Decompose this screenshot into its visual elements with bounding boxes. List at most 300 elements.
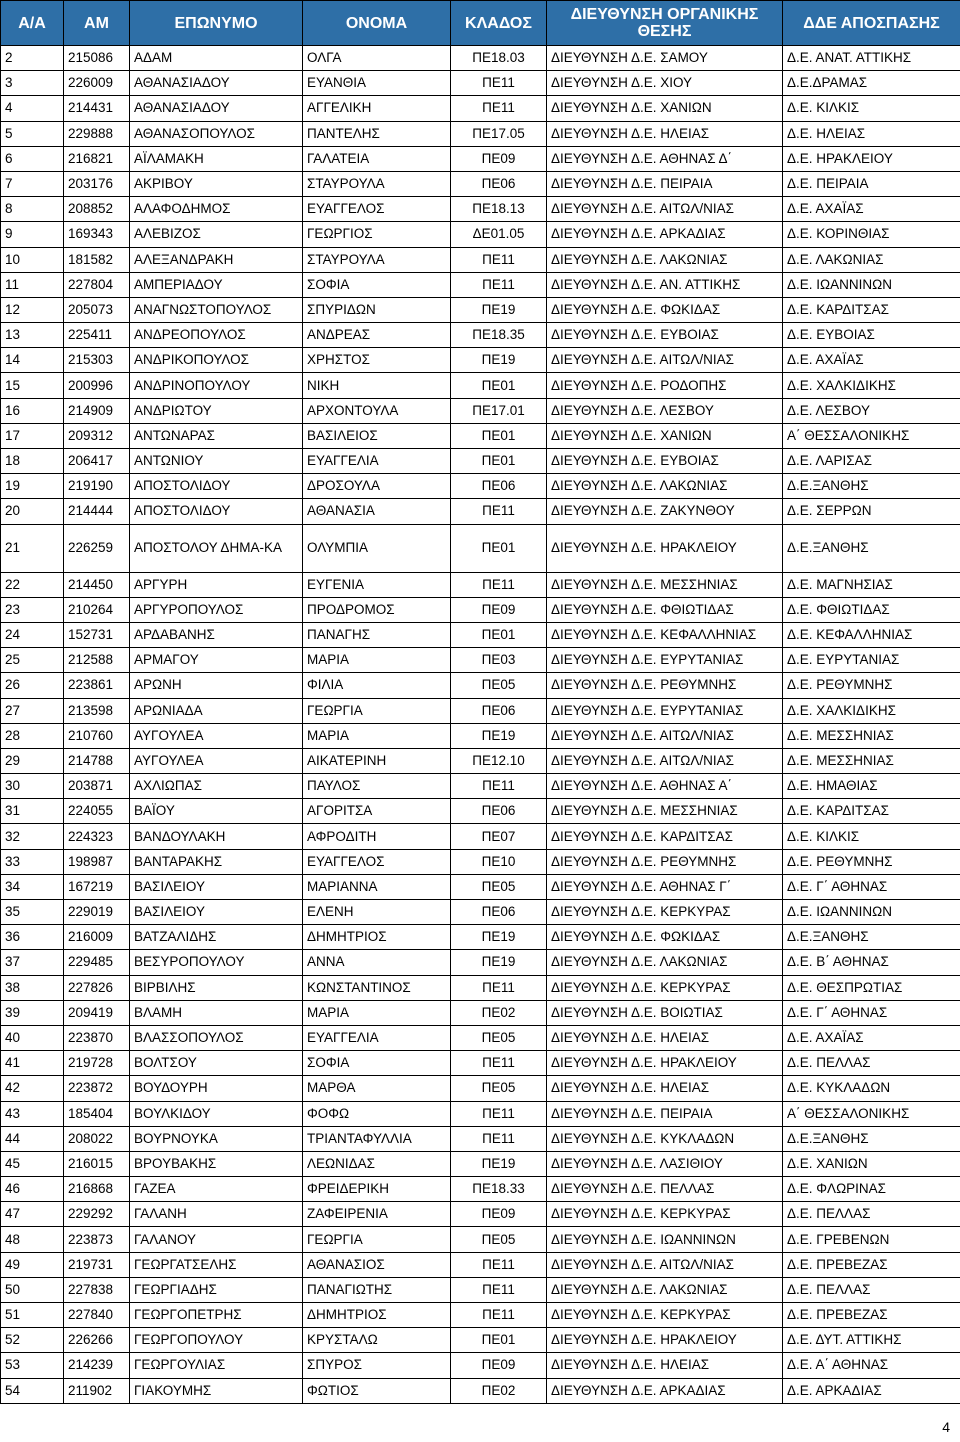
cell-organic-directorate: ΔΙΕΥΘΥΝΣΗ Δ.Ε. ΑΘΗΝΑΣ Δ΄: [547, 146, 783, 171]
cell-name: ΜΑΡΘΑ: [303, 1076, 451, 1101]
table-row: [1, 849, 960, 874]
cell-secondment-dde: Δ.Ε. ΚΑΡΔΙΤΣΑΣ: [783, 297, 960, 322]
cell-aa: 41: [1, 1051, 64, 1076]
table-row: [1, 1025, 960, 1050]
table-row: [1, 222, 960, 247]
cell-am: 225411: [64, 323, 130, 348]
cell-secondment-dde: Δ.Ε. ΚΕΦΑΛΛΗΝΙΑΣ: [783, 622, 960, 647]
cell-name: ΛΕΩΝΙΔΑΣ: [303, 1151, 451, 1176]
cell-name: ΟΛΓΑ: [303, 46, 451, 71]
cell-branch: ΠΕ18.03: [451, 46, 547, 71]
cell-secondment-dde: Δ.Ε. ΠΕΛΛΑΣ: [783, 1277, 960, 1302]
cell-branch: ΠΕ01: [451, 1328, 547, 1353]
cell-branch: ΠΕ11: [451, 572, 547, 597]
cell-aa: 12: [1, 297, 64, 322]
cell-secondment-dde: Δ.Ε. ΡΕΘΥΜΝΗΣ: [783, 673, 960, 698]
cell-surname: ΑΘΑΝΑΣΙΑΔΟΥ: [130, 71, 303, 96]
table-row: [1, 323, 960, 348]
cell-branch: ΠΕ01: [451, 423, 547, 448]
table-row: [1, 799, 960, 824]
cell-aa: 32: [1, 824, 64, 849]
cell-am: 227838: [64, 1277, 130, 1302]
table-row: [1, 146, 960, 171]
table-row: [1, 597, 960, 622]
cell-surname: ΑΠΟΣΤΟΛΙΔΟΥ: [130, 474, 303, 499]
cell-surname: ΑΛΕΒΙΖΟΣ: [130, 222, 303, 247]
cell-branch: ΠΕ05: [451, 874, 547, 899]
cell-aa: 25: [1, 648, 64, 673]
cell-organic-directorate: ΔΙΕΥΘΥΝΣΗ Δ.Ε. ΗΛΕΙΑΣ: [547, 1353, 783, 1378]
cell-surname: ΒΛΑΜΗ: [130, 1000, 303, 1025]
cell-organic-directorate: ΔΙΕΥΘΥΝΣΗ Δ.Ε. ΡΕΘΥΜΝΗΣ: [547, 849, 783, 874]
cell-aa: 39: [1, 1000, 64, 1025]
cell-branch: ΠΕ09: [451, 1202, 547, 1227]
cell-organic-directorate: ΔΙΕΥΘΥΝΣΗ Δ.Ε. ΚΕΡΚΥΡΑΣ: [547, 1202, 783, 1227]
cell-surname: ΑΝΔΡΙΝΟΠΟΥΛΟΥ: [130, 373, 303, 398]
table-row: [1, 1328, 960, 1353]
table-row: [1, 373, 960, 398]
cell-name: ΕΥΓΕΝΙΑ: [303, 572, 451, 597]
cell-aa: 7: [1, 171, 64, 196]
table-row: [1, 398, 960, 423]
cell-secondment-dde: Δ.Ε. ΧΑΛΚΙΔΙΚΗΣ: [783, 373, 960, 398]
cell-branch: ΠΕ18.13: [451, 197, 547, 222]
cell-aa: 36: [1, 925, 64, 950]
cell-name: ΣΟΦΙΑ: [303, 272, 451, 297]
cell-surname: ΑΝΔΡΙΩΤΟΥ: [130, 398, 303, 423]
cell-am: 214239: [64, 1353, 130, 1378]
cell-branch: ΠΕ07: [451, 824, 547, 849]
cell-aa: 3: [1, 71, 64, 96]
cell-aa: 13: [1, 323, 64, 348]
cell-branch: ΠΕ11: [451, 247, 547, 272]
cell-name: ΑΘΑΝΑΣΙΑ: [303, 499, 451, 524]
cell-surname: ΑΝΑΓΝΩΣΤΟΠΟΥΛΟΣ: [130, 297, 303, 322]
cell-aa: 49: [1, 1252, 64, 1277]
cell-branch: ΠΕ11: [451, 499, 547, 524]
cell-organic-directorate: ΔΙΕΥΘΥΝΣΗ Δ.Ε. ΛΑΣΙΘΙΟΥ: [547, 1151, 783, 1176]
cell-name: ΜΑΡΙΑ: [303, 648, 451, 673]
table-row: [1, 524, 960, 572]
cell-name: ΧΡΗΣΤΟΣ: [303, 348, 451, 373]
cell-secondment-dde: Δ.Ε. Γ΄ ΑΘΗΝΑΣ: [783, 874, 960, 899]
cell-branch: ΠΕ11: [451, 96, 547, 121]
cell-name: ΔΗΜΗΤΡΙΟΣ: [303, 1303, 451, 1328]
cell-surname: ΒΑΪΟΥ: [130, 799, 303, 824]
cell-name: ΓΑΛΑΤΕΙΑ: [303, 146, 451, 171]
cell-aa: 11: [1, 272, 64, 297]
cell-organic-directorate: ΔΙΕΥΘΥΝΣΗ Δ.Ε. ΑΙΤΩΛ/ΝΙΑΣ: [547, 748, 783, 773]
cell-name: ΟΛΥΜΠΙΑ: [303, 524, 451, 572]
cell-surname: ΒΡΟΥΒΑΚΗΣ: [130, 1151, 303, 1176]
cell-organic-directorate: ΔΙΕΥΘΥΝΣΗ Δ.Ε. ΦΩΚΙΔΑΣ: [547, 297, 783, 322]
cell-aa: 24: [1, 622, 64, 647]
cell-surname: ΒΟΛΤΣΟΥ: [130, 1051, 303, 1076]
cell-branch: ΠΕ05: [451, 1076, 547, 1101]
cell-name: ΕΛΕΝΗ: [303, 900, 451, 925]
table-row: [1, 648, 960, 673]
cell-aa: 26: [1, 673, 64, 698]
cell-organic-directorate: ΔΙΕΥΘΥΝΣΗ Δ.Ε. ΠΕΙΡΑΙΑ: [547, 1101, 783, 1126]
cell-surname: ΒΟΥΔΟΥΡΗ: [130, 1076, 303, 1101]
cell-am: 227804: [64, 272, 130, 297]
cell-organic-directorate: ΔΙΕΥΘΥΝΣΗ Δ.Ε. ΑΙΤΩΛ/ΝΙΑΣ: [547, 348, 783, 373]
cell-surname: ΓΕΩΡΓΟΠΟΥΛΟΥ: [130, 1328, 303, 1353]
cell-am: 219728: [64, 1051, 130, 1076]
cell-am: 226009: [64, 71, 130, 96]
cell-surname: ΑΝΔΡΙΚΟΠΟΥΛΟΣ: [130, 348, 303, 373]
cell-aa: 21: [1, 524, 64, 572]
cell-am: 203176: [64, 171, 130, 196]
cell-name: ΠΡΟΔΡΟΜΟΣ: [303, 597, 451, 622]
cell-am: 214444: [64, 499, 130, 524]
cell-am: 229292: [64, 1202, 130, 1227]
cell-secondment-dde: Δ.Ε. ΠΕΛΛΑΣ: [783, 1051, 960, 1076]
cell-aa: 8: [1, 197, 64, 222]
cell-name: ΒΑΣΙΛΕΙΟΣ: [303, 423, 451, 448]
cell-branch: ΠΕ06: [451, 900, 547, 925]
cell-organic-directorate: ΔΙΕΥΘΥΝΣΗ Δ.Ε. ΣΑΜΟΥ: [547, 46, 783, 71]
cell-aa: 22: [1, 572, 64, 597]
cell-am: 167219: [64, 874, 130, 899]
cell-aa: 18: [1, 449, 64, 474]
cell-secondment-dde: Δ.Ε. Α΄ ΑΘΗΝΑΣ: [783, 1353, 960, 1378]
cell-organic-directorate: ΔΙΕΥΘΥΝΣΗ Δ.Ε. ΑΘΗΝΑΣ Α΄: [547, 774, 783, 799]
cell-secondment-dde: Δ.Ε. ΜΑΓΝΗΣΙΑΣ: [783, 572, 960, 597]
cell-surname: ΒΙΡΒΙΛΗΣ: [130, 975, 303, 1000]
cell-organic-directorate: ΔΙΕΥΘΥΝΣΗ Δ.Ε. ΑΙΤΩΛ/ΝΙΑΣ: [547, 723, 783, 748]
cell-organic-directorate: ΔΙΕΥΘΥΝΣΗ Δ.Ε. ΦΩΚΙΔΑΣ: [547, 925, 783, 950]
cell-aa: 15: [1, 373, 64, 398]
table-row: [1, 874, 960, 899]
cell-organic-directorate: ΔΙΕΥΘΥΝΣΗ Δ.Ε. ΕΥΡΥΤΑΝΙΑΣ: [547, 698, 783, 723]
table-row: [1, 950, 960, 975]
table-row: [1, 1353, 960, 1378]
cell-surname: ΑΝΤΩΝΙΟΥ: [130, 449, 303, 474]
cell-organic-directorate: ΔΙΕΥΘΥΝΣΗ Δ.Ε. ΑΙΤΩΛ/ΝΙΑΣ: [547, 1252, 783, 1277]
cell-organic-directorate: ΔΙΕΥΘΥΝΣΗ Δ.Ε. ΧΑΝΙΩΝ: [547, 423, 783, 448]
cell-organic-directorate: ΔΙΕΥΘΥΝΣΗ Δ.Ε. ΒΟΙΩΤΙΑΣ: [547, 1000, 783, 1025]
cell-surname: ΒΑΣΙΛΕΙΟΥ: [130, 900, 303, 925]
cell-organic-directorate: ΔΙΕΥΘΥΝΣΗ Δ.Ε. ΦΘΙΩΤΙΔΑΣ: [547, 597, 783, 622]
table-row: [1, 824, 960, 849]
cell-branch: ΠΕ05: [451, 1025, 547, 1050]
cell-aa: 50: [1, 1277, 64, 1302]
cell-branch: ΠΕ06: [451, 698, 547, 723]
cell-aa: 14: [1, 348, 64, 373]
cell-aa: 33: [1, 849, 64, 874]
cell-aa: 48: [1, 1227, 64, 1252]
cell-aa: 46: [1, 1177, 64, 1202]
cell-name: ΜΑΡΙΑ: [303, 723, 451, 748]
cell-organic-directorate: ΔΙΕΥΘΥΝΣΗ Δ.Ε. ΚΕΡΚΥΡΑΣ: [547, 900, 783, 925]
cell-name: ΑΓΓΕΛΙΚΗ: [303, 96, 451, 121]
page-number: 4: [942, 1419, 950, 1435]
header-am: ΑΜ: [64, 1, 130, 46]
cell-aa: 28: [1, 723, 64, 748]
cell-organic-directorate: ΔΙΕΥΘΥΝΣΗ Δ.Ε. ΚΑΡΔΙΤΣΑΣ: [547, 824, 783, 849]
cell-surname: ΒΑΝΤΑΡΑΚΗΣ: [130, 849, 303, 874]
cell-aa: 42: [1, 1076, 64, 1101]
cell-organic-directorate: ΔΙΕΥΘΥΝΣΗ Δ.Ε. ΛΑΚΩΝΙΑΣ: [547, 247, 783, 272]
cell-surname: ΑΛΕΞΑΝΔΡΑΚΗ: [130, 247, 303, 272]
cell-organic-directorate: ΔΙΕΥΘΥΝΣΗ Δ.Ε. ΕΥΒΟΙΑΣ: [547, 449, 783, 474]
cell-branch: ΠΕ19: [451, 1151, 547, 1176]
cell-organic-directorate: ΔΙΕΥΘΥΝΣΗ Δ.Ε. ΡΟΔΟΠΗΣ: [547, 373, 783, 398]
cell-name: ΕΥΑΓΓΕΛΙΑ: [303, 449, 451, 474]
cell-branch: ΠΕ11: [451, 1101, 547, 1126]
cell-surname: ΑΘΑΝΑΣΟΠΟΥΛΟΣ: [130, 121, 303, 146]
cell-surname: ΓΕΩΡΓΟΥΛΙΑΣ: [130, 1353, 303, 1378]
cell-branch: ΠΕ12.10: [451, 748, 547, 773]
cell-surname: ΑΜΠΕΡΙΑΔΟΥ: [130, 272, 303, 297]
cell-secondment-dde: Δ.Ε. ΓΡΕΒΕΝΩΝ: [783, 1227, 960, 1252]
cell-secondment-dde: Δ.Ε. ΧΑΝΙΩΝ: [783, 1151, 960, 1176]
cell-name: ΤΡΙΑΝΤΑΦΥΛΛΙΑ: [303, 1126, 451, 1151]
cell-branch: ΠΕ17.05: [451, 121, 547, 146]
cell-aa: 34: [1, 874, 64, 899]
cell-am: 227840: [64, 1303, 130, 1328]
cell-secondment-dde: Δ.Ε. ΕΥΡΥΤΑΝΙΑΣ: [783, 648, 960, 673]
cell-name: ΑΙΚΑΤΕΡΙΝΗ: [303, 748, 451, 773]
cell-secondment-dde: Δ.Ε.ΔΡΑΜΑΣ: [783, 71, 960, 96]
cell-secondment-dde: Δ.Ε. ΑΝΑΤ. ΑΤΤΙΚΗΣ: [783, 46, 960, 71]
cell-aa: 19: [1, 474, 64, 499]
table-row: [1, 774, 960, 799]
cell-am: 214788: [64, 748, 130, 773]
cell-am: 224323: [64, 824, 130, 849]
header-row: [1, 1, 960, 46]
cell-secondment-dde: Δ.Ε. ΚΟΡΙΝΘΙΑΣ: [783, 222, 960, 247]
cell-am: 215303: [64, 348, 130, 373]
cell-name: ΝΙΚΗ: [303, 373, 451, 398]
cell-branch: ΠΕ11: [451, 1277, 547, 1302]
cell-am: 223861: [64, 673, 130, 698]
cell-aa: 10: [1, 247, 64, 272]
cell-name: ΣΤΑΥΡΟΥΛΑ: [303, 171, 451, 196]
cell-am: 198987: [64, 849, 130, 874]
cell-name: ΚΩΝΣΤΑΝΤΙΝΟΣ: [303, 975, 451, 1000]
cell-branch: ΠΕ18.35: [451, 323, 547, 348]
cell-am: 208852: [64, 197, 130, 222]
cell-secondment-dde: Δ.Ε. ΠΕΙΡΑΙΑ: [783, 171, 960, 196]
cell-am: 205073: [64, 297, 130, 322]
cell-organic-directorate: ΔΙΕΥΘΥΝΣΗ Δ.Ε. ΕΥΒΟΙΑΣ: [547, 323, 783, 348]
cell-branch: ΠΕ06: [451, 474, 547, 499]
cell-organic-directorate: ΔΙΕΥΘΥΝΣΗ Δ.Ε. ΑΡΚΑΔΙΑΣ: [547, 1378, 783, 1403]
cell-secondment-dde: Δ.Ε.ΞΑΝΘΗΣ: [783, 1126, 960, 1151]
cell-am: 169343: [64, 222, 130, 247]
cell-branch: ΠΕ06: [451, 171, 547, 196]
cell-aa: 52: [1, 1328, 64, 1353]
cell-surname: ΓΕΩΡΓΙΑΔΗΣ: [130, 1277, 303, 1302]
table-row: [1, 748, 960, 773]
header-branch: ΚΛΑΔΟΣ: [451, 1, 547, 46]
cell-secondment-dde: Δ.Ε. ΑΧΑΪΑΣ: [783, 348, 960, 373]
table-body: [1, 46, 960, 1404]
table-row: [1, 1051, 960, 1076]
cell-name: ΣΟΦΙΑ: [303, 1051, 451, 1076]
cell-surname: ΓΑΛΑΝΟΥ: [130, 1227, 303, 1252]
cell-am: 223872: [64, 1076, 130, 1101]
cell-am: 214450: [64, 572, 130, 597]
cell-branch: ΠΕ11: [451, 1303, 547, 1328]
table-row: [1, 423, 960, 448]
cell-secondment-dde: Δ.Ε. ΠΕΛΛΑΣ: [783, 1202, 960, 1227]
cell-am: 206417: [64, 449, 130, 474]
cell-surname: ΑΡΜΑΓΟΥ: [130, 648, 303, 673]
cell-name: ΦΩΤΙΟΣ: [303, 1378, 451, 1403]
cell-aa: 51: [1, 1303, 64, 1328]
cell-secondment-dde: Δ.Ε. ΛΑΡΙΣΑΣ: [783, 449, 960, 474]
cell-aa: 54: [1, 1378, 64, 1403]
cell-surname: ΑΡΔΑΒΑΝΗΣ: [130, 622, 303, 647]
table-row: [1, 46, 960, 71]
cell-secondment-dde: Δ.Ε. ΜΕΣΣΗΝΙΑΣ: [783, 723, 960, 748]
cell-secondment-dde: Δ.Ε. Β΄ ΑΘΗΝΑΣ: [783, 950, 960, 975]
table-row: [1, 1252, 960, 1277]
cell-name: ΠΑΝΑΓΙΩΤΗΣ: [303, 1277, 451, 1302]
cell-aa: 6: [1, 146, 64, 171]
cell-surname: ΓΕΩΡΓΑΤΣΕΛΗΣ: [130, 1252, 303, 1277]
cell-name: ΚΡΥΣΤΑΛΩ: [303, 1328, 451, 1353]
cell-am: 229019: [64, 900, 130, 925]
cell-surname: ΒΑΣΙΛΕΙΟΥ: [130, 874, 303, 899]
cell-branch: ΠΕ11: [451, 1126, 547, 1151]
cell-secondment-dde: Δ.Ε. ΠΡΕΒΕΖΑΣ: [783, 1252, 960, 1277]
cell-surname: ΑΥΓΟΥΛΕΑ: [130, 748, 303, 773]
cell-branch: ΠΕ11: [451, 975, 547, 1000]
cell-am: 224055: [64, 799, 130, 824]
cell-surname: ΑΚΡΙΒΟΥ: [130, 171, 303, 196]
cell-aa: 53: [1, 1353, 64, 1378]
header-surname: ΕΠΩΝΥΜΟ: [130, 1, 303, 46]
cell-branch: ΠΕ01: [451, 449, 547, 474]
cell-surname: ΑΠΟΣΤΟΛΙΔΟΥ: [130, 499, 303, 524]
table-row: [1, 925, 960, 950]
cell-am: 219190: [64, 474, 130, 499]
cell-name: ΣΤΑΥΡΟΥΛΑ: [303, 247, 451, 272]
cell-name: ΑΓΟΡΙΤΣΑ: [303, 799, 451, 824]
header-secondment-dde: ΔΔΕ ΑΠΟΣΠΑΣΗΣ: [783, 1, 960, 46]
cell-name: ΑΡΧΟΝΤΟΥΛΑ: [303, 398, 451, 423]
cell-am: 211902: [64, 1378, 130, 1403]
cell-surname: ΒΕΣΥΡΟΠΟΥΛΟΥ: [130, 950, 303, 975]
cell-secondment-dde: Δ.Ε. ΙΩΑΝΝΙΝΩΝ: [783, 900, 960, 925]
header-aa: Α/Α: [1, 1, 64, 46]
cell-am: 200996: [64, 373, 130, 398]
cell-aa: 40: [1, 1025, 64, 1050]
cell-organic-directorate: ΔΙΕΥΘΥΝΣΗ Δ.Ε. ΧΙΟΥ: [547, 71, 783, 96]
cell-branch: ΠΕ11: [451, 1252, 547, 1277]
table-row: [1, 474, 960, 499]
cell-surname: ΑΥΓΟΥΛΕΑ: [130, 723, 303, 748]
cell-surname: ΑΪΛΑΜΑΚΗ: [130, 146, 303, 171]
cell-aa: 5: [1, 121, 64, 146]
cell-am: 209312: [64, 423, 130, 448]
cell-name: ΔΡΟΣΟΥΛΑ: [303, 474, 451, 499]
cell-secondment-dde: Δ.Ε. ΣΕΡΡΩΝ: [783, 499, 960, 524]
cell-secondment-dde: Δ.Ε. ΔΥΤ. ΑΤΤΙΚΗΣ: [783, 1328, 960, 1353]
cell-organic-directorate: ΔΙΕΥΘΥΝΣΗ Δ.Ε. ΚΥΚΛΑΔΩΝ: [547, 1126, 783, 1151]
cell-secondment-dde: Δ.Ε. ΗΡΑΚΛΕΙΟΥ: [783, 146, 960, 171]
cell-branch: ΠΕ05: [451, 673, 547, 698]
cell-am: 229888: [64, 121, 130, 146]
cell-secondment-dde: Δ.Ε. ΠΡΕΒΕΖΑΣ: [783, 1303, 960, 1328]
cell-am: 216868: [64, 1177, 130, 1202]
cell-organic-directorate: ΔΙΕΥΘΥΝΣΗ Δ.Ε. ΜΕΣΣΗΝΙΑΣ: [547, 572, 783, 597]
cell-name: ΕΥΑΓΓΕΛΟΣ: [303, 197, 451, 222]
cell-aa: 23: [1, 597, 64, 622]
cell-organic-directorate: ΔΙΕΥΘΥΝΣΗ Δ.Ε. ΕΥΡΥΤΑΝΙΑΣ: [547, 648, 783, 673]
table-row: [1, 673, 960, 698]
table-row: [1, 348, 960, 373]
cell-branch: ΠΕ17.01: [451, 398, 547, 423]
cell-aa: 37: [1, 950, 64, 975]
cell-aa: 9: [1, 222, 64, 247]
cell-secondment-dde: Δ.Ε. ΑΧΑΪΑΣ: [783, 1025, 960, 1050]
cell-aa: 38: [1, 975, 64, 1000]
cell-organic-directorate: ΔΙΕΥΘΥΝΣΗ Δ.Ε. ΗΛΕΙΑΣ: [547, 121, 783, 146]
cell-surname: ΑΡΩΝΙΑΔΑ: [130, 698, 303, 723]
cell-aa: 47: [1, 1202, 64, 1227]
cell-secondment-dde: Δ.Ε. ΡΕΘΥΜΝΗΣ: [783, 849, 960, 874]
table-row: [1, 171, 960, 196]
cell-organic-directorate: ΔΙΕΥΘΥΝΣΗ Δ.Ε. ΗΡΑΚΛΕΙΟΥ: [547, 524, 783, 572]
cell-am: 229485: [64, 950, 130, 975]
cell-name: ΜΑΡΙΑΝΝΑ: [303, 874, 451, 899]
table-row: [1, 900, 960, 925]
table-row: [1, 1227, 960, 1252]
cell-branch: ΠΕ02: [451, 1378, 547, 1403]
cell-am: 216015: [64, 1151, 130, 1176]
cell-surname: ΒΛΑΣΣΟΠΟΥΛΟΣ: [130, 1025, 303, 1050]
cell-am: 223873: [64, 1227, 130, 1252]
cell-secondment-dde: Δ.Ε. ΧΑΛΚΙΔΙΚΗΣ: [783, 698, 960, 723]
cell-secondment-dde: Δ.Ε. ΚΙΛΚΙΣ: [783, 824, 960, 849]
cell-surname: ΑΝΤΩΝΑΡΑΣ: [130, 423, 303, 448]
cell-branch: ΔΕ01.05: [451, 222, 547, 247]
cell-am: 226266: [64, 1328, 130, 1353]
table-row: [1, 1101, 960, 1126]
cell-name: ΑΘΑΝΑΣΙΟΣ: [303, 1252, 451, 1277]
table-row: [1, 297, 960, 322]
cell-secondment-dde: Δ.Ε. ΦΘΙΩΤΙΔΑΣ: [783, 597, 960, 622]
table-row: [1, 1378, 960, 1403]
cell-organic-directorate: ΔΙΕΥΘΥΝΣΗ Δ.Ε. ΗΛΕΙΑΣ: [547, 1076, 783, 1101]
cell-name: ΦΟΦΩ: [303, 1101, 451, 1126]
cell-name: ΓΕΩΡΓΙΟΣ: [303, 222, 451, 247]
cell-branch: ΠΕ09: [451, 146, 547, 171]
table-row: [1, 71, 960, 96]
cell-surname: ΑΛΑΦΟΔΗΜΟΣ: [130, 197, 303, 222]
cell-organic-directorate: ΔΙΕΥΘΥΝΣΗ Δ.Ε. ΗΡΑΚΛΕΙΟΥ: [547, 1051, 783, 1076]
cell-aa: 2: [1, 46, 64, 71]
cell-branch: ΠΕ01: [451, 524, 547, 572]
cell-surname: ΒΑΝΔΟΥΛΑΚΗ: [130, 824, 303, 849]
cell-name: ΓΕΩΡΓΙΑ: [303, 1227, 451, 1252]
cell-surname: ΑΝΔΡΕΟΠΟΥΛΟΣ: [130, 323, 303, 348]
cell-organic-directorate: ΔΙΕΥΘΥΝΣΗ Δ.Ε. ΜΕΣΣΗΝΙΑΣ: [547, 799, 783, 824]
cell-am: 215086: [64, 46, 130, 71]
cell-branch: ΠΕ11: [451, 774, 547, 799]
cell-organic-directorate: ΔΙΕΥΘΥΝΣΗ Δ.Ε. ΚΕΡΚΥΡΑΣ: [547, 975, 783, 1000]
cell-secondment-dde: Δ.Ε. ΗΜΑΘΙΑΣ: [783, 774, 960, 799]
cell-am: 214909: [64, 398, 130, 423]
cell-organic-directorate: ΔΙΕΥΘΥΝΣΗ Δ.Ε. ΚΕΡΚΥΡΑΣ: [547, 1303, 783, 1328]
cell-name: ΠΑΝΤΕΛΗΣ: [303, 121, 451, 146]
table-row: [1, 247, 960, 272]
